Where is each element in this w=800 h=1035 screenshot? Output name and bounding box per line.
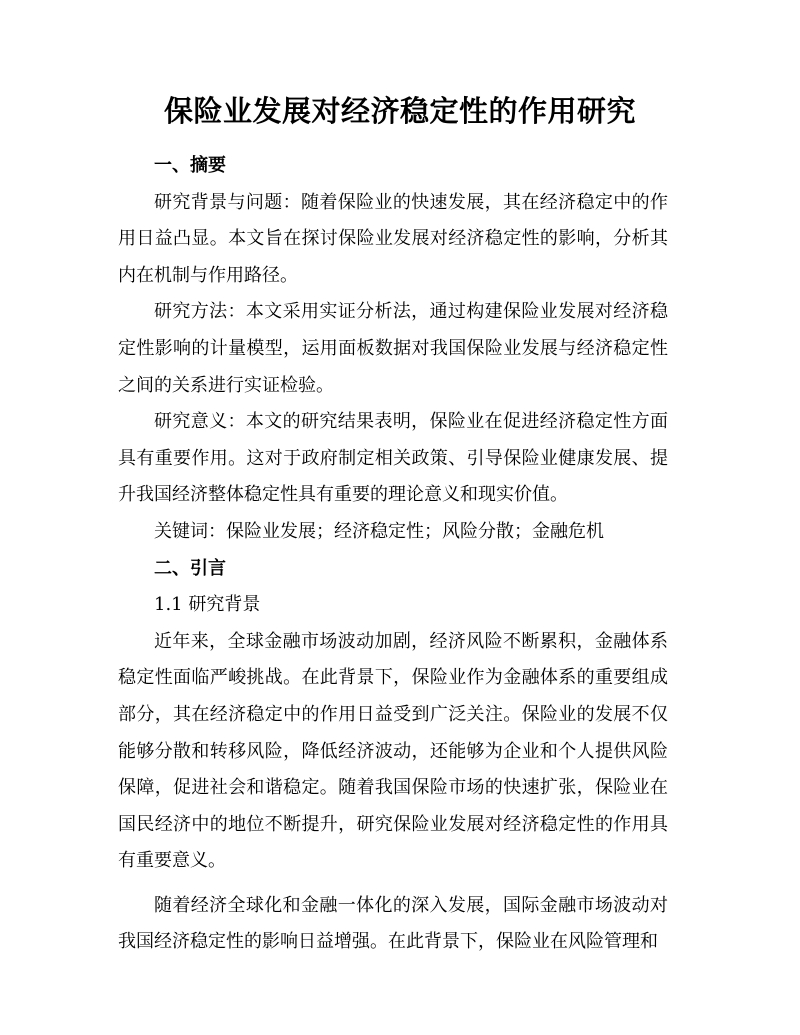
intro-paragraph-2: 随着经济全球化和金融一体化的深入发展，国际金融市场波动对我国经济稳定性的影响日益增强。在此背景下，保险业在风险管理和	[118, 894, 668, 953]
abstract-background-paragraph: 研究背景与问题：随着保险业的快速发展，其在经济稳定中的作用日益凸显。本文旨在探讨保险业发展对经济稳定性的影响，分析其内在机制与作用路径。	[118, 191, 668, 286]
abstract-method-paragraph: 研究方法：本文采用实证分析法，通过构建保险业发展对经济稳定性影响的计量模型，运用面板数据对我国保险业发展与经济稳定性之间的关系进行实证检验。	[118, 301, 668, 396]
document-body	[118, 148, 668, 961]
intro-paragraph-1: 近年来，全球金融市场波动加剧，经济风险不断累积，金融体系稳定性面临严峻挑战。在此背景下，保险业作为金融体系的重要组成部分，其在经济稳定中的作用日益受到广泛关注。保险业的发展不仅能够分散和转移风险，降低经济波动，还能够为企业和个人提供风险保障，促进社会和谐稳定。随着我国保险市场的快速扩张，保险业在国民经济中的地位不断提升，研究保险业发展对经济稳定性的作用具有重要意义。	[118, 630, 668, 872]
abstract-heading: 一、摘要	[154, 155, 226, 176]
abstract-significance-paragraph: 研究意义：本文的研究结果表明，保险业在促进经济稳定性方面具有重要作用。这对于政府制定相关政策、引导保险业健康发展、提升我国经济整体稳定性具有重要的理论意义和现实价值。	[118, 411, 668, 506]
document-title: 保险业发展对经济稳定性的作用研究	[163, 94, 636, 128]
intro-heading: 二、引言	[154, 557, 226, 579]
background-subheading: 1.1 研究背景	[154, 594, 261, 616]
keywords-line: 关键词：保险业发展；经济稳定性；风险分散；金融危机	[154, 520, 604, 542]
